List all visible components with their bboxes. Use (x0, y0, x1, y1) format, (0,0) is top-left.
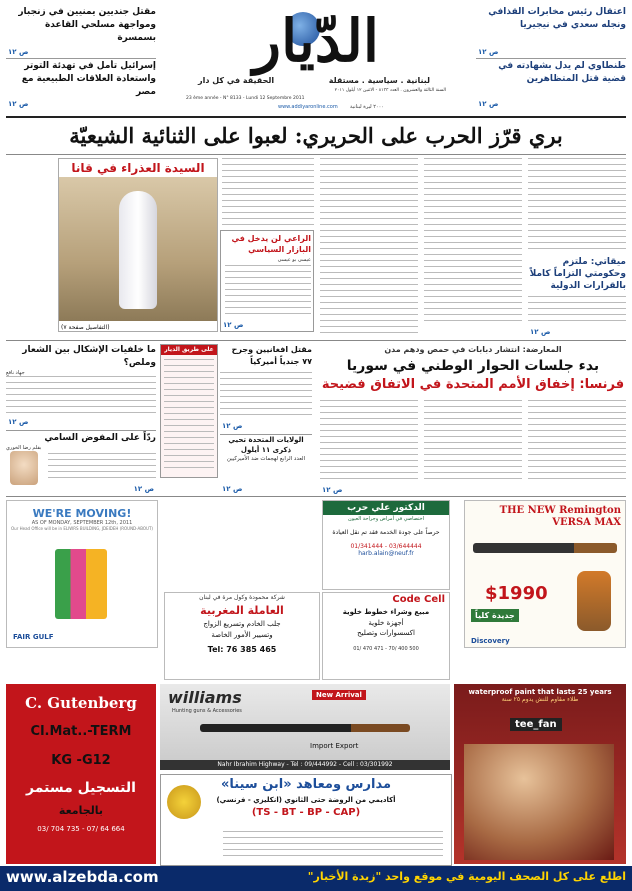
teaser-left-1[interactable] (6, 6, 156, 59)
tabs-page: ص ١٢ (8, 418, 29, 426)
main-story-body-4 (222, 158, 314, 228)
teaser-left-1-page: ص ١٢ (8, 48, 29, 56)
ad-maghribia-line1: جلب الخادم وتسريع الزواج (203, 620, 281, 628)
ad-maghribia-title: شركة محمودة وكول مرة في لبنان (199, 594, 285, 601)
us-page: ص ١٢ (222, 485, 243, 493)
website[interactable]: www.addiyaronline.com (278, 104, 338, 110)
ad-doctor-phone: 01/341444 - 03/644444 (350, 543, 422, 550)
teaser-right-2-title: طنطاوي لم يدل بشهادته في قضية قتل المتظاهرين (498, 61, 626, 84)
school-logo-icon (167, 785, 201, 819)
afghan-title: مقتل افغانيين وجرح ٧٧ جندياً أميركياً (231, 345, 312, 366)
ad-gutenberg-phone: 03/ 704 735 - 07/ 64 664 (37, 825, 125, 833)
ad-teefan-sub: طلاء مقاوم للنش يدوم ٢٥ سنة (501, 696, 579, 703)
newspaper-logo: الدّيار (252, 7, 380, 75)
radd-title: ردّاً على المفوض السامي (44, 433, 156, 443)
teaser-left-2[interactable] (6, 60, 156, 110)
ad-williams-brand: williams (168, 688, 242, 707)
mid-rule (6, 340, 626, 341)
mikati-title: ميقاتي: ملتزم وحكومتي التزاماً كاملاً بالقرارات الدولية (529, 257, 626, 291)
ad-teefan-title: waterproof paint that lasts 25 years (468, 688, 612, 696)
avatar (10, 451, 38, 485)
ad-codecell-phone: 01/ 470 471 - 70/ 400 500 (353, 646, 419, 652)
us-story[interactable] (220, 434, 312, 493)
model-photo (464, 744, 614, 860)
ad-doctor-sub: اختصاصي في أمراض وجراحة العيون (348, 516, 424, 522)
ad-school-title: مدارس ومعاهد «ابن سينا» (221, 777, 391, 792)
ad-doctor-email[interactable]: harb.alain@neuf.fr (358, 550, 414, 557)
afghan-story[interactable] (220, 344, 312, 430)
ad-maghribia[interactable] (164, 592, 320, 680)
boxes-icon (55, 549, 107, 619)
ad-remington-shop: Discovery (471, 637, 510, 645)
ad-gutenberg-line4: بالجامعة (58, 804, 104, 817)
motto: الحقيقة في كل دار (198, 76, 275, 85)
ad-school[interactable] (160, 774, 452, 866)
ad-remington-price: $1990 (485, 583, 548, 604)
ad-moving-line1: AS OF MONDAY, SEPTEMBER 12th, 2011 (31, 520, 133, 526)
virgin-story[interactable] (58, 158, 218, 332)
virgin-caption: (التفاصيل صفحة ٧) (61, 324, 110, 331)
ad-gutenberg-line1: Cl.Mat..-TERM (30, 724, 132, 739)
teaser-right-1[interactable] (476, 6, 626, 59)
main-headline-text: بري قرّز الحرب على الحريري: لعبوا على الثنائية الشيعيّة (69, 123, 563, 148)
issue-info-en: 23 ème année - N° 8133 - Lundi 12 Septembre 2011 (186, 96, 305, 101)
virgin-photo (59, 177, 217, 321)
teaser-right-1-title: اعتقال رئيس مخابرات القذافي ونجله سعدي في نيجيريا (488, 7, 626, 30)
ad-moving-line2: Our Head Office will be in ELIWRS BUILDING, JDEIDEH (ROUND-ABOUT) (11, 526, 153, 531)
ad-gutenberg-name: C. Gutenberg (25, 694, 137, 712)
bottom-banner[interactable] (0, 866, 632, 891)
teaser-right-1-page: ص ١٢ (478, 48, 499, 56)
ad-codecell[interactable] (322, 592, 450, 680)
us-title: الولايات المتحدة تحيي ذكرى ١١ أيلول (228, 436, 304, 454)
radd-author: بقلم رضا الخوري (6, 445, 42, 451)
shotgun-icon (200, 724, 410, 732)
virgin-title: السيدة العذراء في قانا (59, 159, 217, 177)
us-sub: العدد الرابع لهجمات ضد الأميركيين (226, 456, 306, 462)
teaser-left-2-title: إسرائيل تأمل في تهدئة التوتر واستعادة العلاقات الطبيعية مع مصر (21, 61, 156, 97)
syria-story[interactable] (320, 344, 626, 496)
rifle-icon (473, 543, 617, 553)
main-story-body-1 (528, 158, 626, 254)
raei-author: عيسى بو عيسى (277, 257, 311, 263)
teaser-right-2[interactable] (476, 60, 626, 110)
banner-site[interactable]: www.alzebda.com (6, 868, 159, 886)
afghan-page: ص ١٢ (222, 422, 243, 430)
headline-rule (6, 154, 626, 155)
ad-moving-brand: FAIR GULF (13, 633, 54, 641)
main-story-body-3 (320, 158, 418, 338)
banner-text: اطلع على كل الصحف اليومية في موقع واحد "زبدة الأخبار" (307, 870, 626, 883)
syria-headline: بدء جلسات الحوار الوطني في سوريا (346, 358, 600, 374)
ad-codecell-sub2: اكسسوارات وتصليح (357, 629, 415, 637)
raei-page: ص ١٢ (223, 321, 244, 329)
teaser-left-1-title: مقتل جنديين يمنيين في زنجبار ومواجهة مسلحي القاعدة بسمسرة (18, 7, 156, 43)
radd-story[interactable] (6, 430, 156, 493)
ad-gutenberg-line3: التسجيل مستمر (26, 780, 136, 796)
ad-codecell-brand: Code Cell (392, 594, 445, 605)
hunter-icon (577, 571, 611, 631)
ad-moving[interactable] (6, 500, 158, 648)
syria-subhead: فرنسا: إخفاق الأمم المتحدة في الاتفاق فضيحة (321, 377, 625, 392)
ad-remington-tag: جديدة كلياً (471, 609, 519, 622)
ad-maghribia-line2: وتسيير الأمور الخاصة (211, 631, 273, 639)
ad-williams-arrival: New Arrival (312, 690, 366, 700)
syria-kicker: المعارضة: انتشار دبابات في حمص ودهم مدن (384, 345, 562, 354)
ad-gutenberg-line2: KG -G12 (51, 753, 111, 768)
tabs-author: جهاد نافع (6, 370, 25, 376)
ad-moving-title: WE'RE MOVING! (32, 507, 132, 520)
ad-remington[interactable] (464, 500, 626, 648)
tagline: لبنانية . سياسية . مستقلة (328, 76, 430, 85)
teaser-left-2-page: ص ١٢ (8, 100, 29, 108)
ad-school-programs: (TS - BT - BP - CAP) (251, 807, 361, 818)
ad-doctor-title: الدكتور علي حرب (323, 501, 449, 515)
ad-doctor-line: حرصاً على جودة الخدمة فقد تم نقل العيادة (332, 529, 440, 536)
diary-title: على طريق الديار (161, 345, 217, 355)
ad-maghribia-tel: Tel: 76 385 465 (207, 645, 277, 654)
radd-page: ص ١٢ (133, 485, 154, 493)
diary-column[interactable] (160, 344, 218, 478)
ads-rule (6, 496, 626, 497)
ad-teefan-brand: tee_fan (510, 718, 562, 731)
ad-williams-sub: Hunting guns & Accessories (172, 708, 242, 714)
tabs-title: ما خلفيات الإشكال بين الشعار وملص؟ (22, 345, 156, 368)
main-headline[interactable] (6, 118, 626, 154)
ad-remington-brand: THE NEW Remington VERSA MAX (499, 505, 621, 528)
ad-codecell-title: مبيع وشراء خطوط خلوية (342, 608, 430, 616)
ad-gutenberg[interactable] (6, 684, 156, 864)
main-story-body-2 (424, 158, 522, 326)
statue-icon (119, 191, 157, 309)
ad-williams-address: Nahr Ibrahim Highway - Tel : 09/444992 - Cell : 03/301992 (160, 760, 450, 770)
ad-teefan[interactable] (454, 684, 626, 864)
syria-page: ص ١٢ (322, 486, 343, 494)
mikati-page: ص ١٢ (530, 328, 551, 336)
ad-school-sub: أكاديمي من الروضة حتى الثانوي (انكليزي - فرنسي) (216, 796, 396, 804)
price: ٢٠٠٠ ليرة لبنانية (350, 104, 384, 110)
raei-story-box[interactable] (220, 230, 314, 332)
ad-williams-import: Import Export (310, 742, 359, 750)
raei-title: الراعي لن يدخل في البازار السياسي (231, 234, 311, 254)
teaser-right-2-page: ص ١٢ (478, 100, 499, 108)
ad-codecell-sub: أجهزة خلوية (368, 619, 404, 627)
ad-maghribia-main: العاملة المغربية (200, 604, 284, 617)
issue-info: السنة الثالثة والعشرون . العدد ٨١٣٣ - الاثنين ١٢ أيلول ٢٠١١ (334, 88, 446, 93)
tabs-story[interactable] (6, 344, 156, 426)
ad-williams[interactable] (160, 684, 450, 770)
ad-doctor[interactable] (322, 500, 450, 590)
mikati-story[interactable] (528, 256, 626, 338)
masthead (168, 4, 464, 116)
